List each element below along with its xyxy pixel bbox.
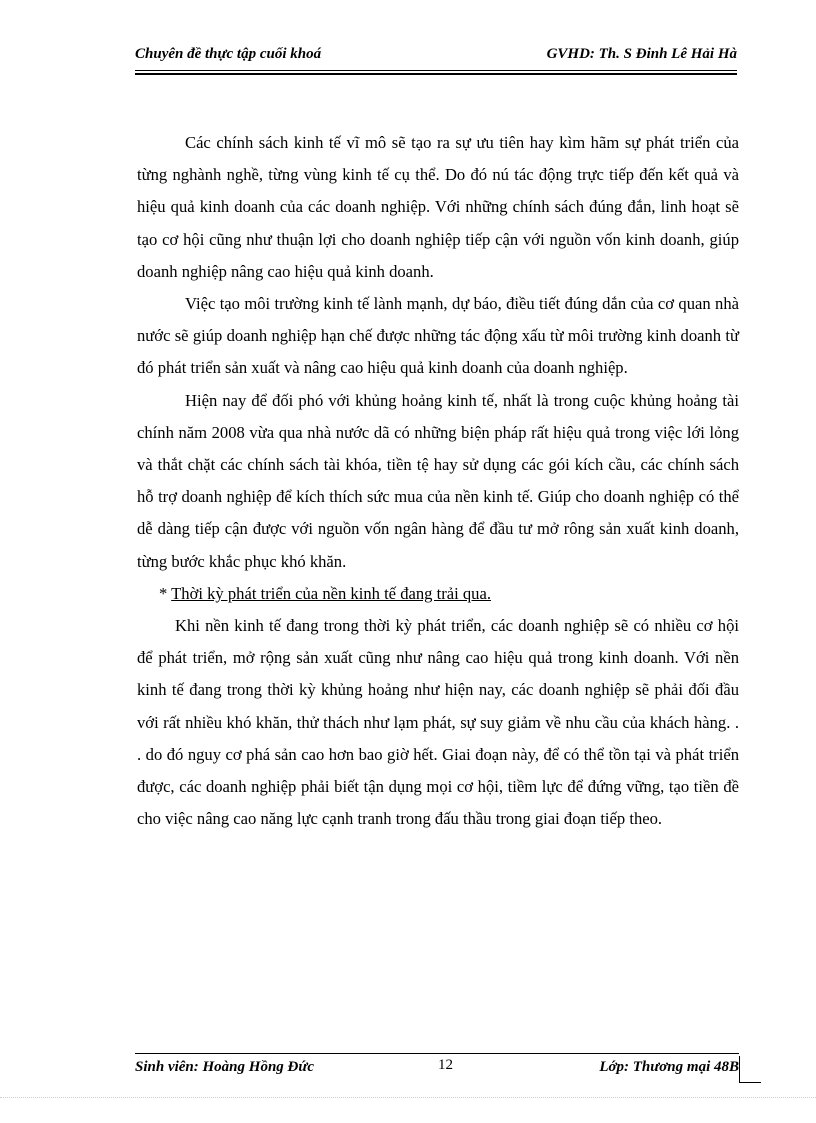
heading-text: Thời kỳ phát triển của nền kinh tế đang trải qua.: [171, 583, 491, 603]
page-bottom-border: [0, 1097, 816, 1098]
footer-student: Sinh viên: Hoàng Hồng Đức: [135, 1059, 315, 1075]
header-rule-thick: [135, 73, 737, 75]
section-heading: [137, 578, 739, 610]
page-number: 12: [438, 1057, 453, 1073]
heading-bullet: *: [159, 583, 172, 603]
footer-rule: [135, 1053, 739, 1054]
page-footer: [135, 1057, 739, 1081]
paragraph-2: Việc tạo môi trường kinh tế lành mạnh, dự báo, điều tiết đúng dắn của cơ quan nhà nước sẽ giúp doanh nghiệp hạn chế được những tác động xấu từ môi trường kinh doanh từ đó phát triển sản xuất và nâng cao hiệu quả kinh doanh của doanh nghiệp.: [137, 294, 739, 378]
paragraph-1: Các chính sách kinh tế vĩ mô sẽ tạo ra sự ưu tiên hay kìm hãm sự phát triển của từng nghành nghề, từng vùng kinh tế cụ thể. Do đó nú tác động trực tiếp đến kết quả và hiệu quả kinh doanh của các doanh nghiệp. Với những chính sách đúng đắn, linh hoạt sẽ tạo cơ hội cũng như thuận lợi cho doanh nghiệp tiếp cận với nguồn vốn kinh doanh, giúp doanh nghiệp nâng cao hiệu quả kinh doanh.: [137, 133, 739, 281]
header-rule: [135, 70, 737, 71]
paragraph-3: Hiện nay để đối phó với khủng hoảng kinh tế, nhất là trong cuộc khủng hoảng tài chính năm 2008 vừa qua nhà nước dã có những biện pháp rất hiệu quả trong việc lới lỏng và thắt chặt các chính sách tài khóa, tiền tệ hay sử dụng các gói kích cầu, các chính sách hỗ trợ doanh nghiệp để kích thích sức mua của nền kinh tế. Giúp cho doanh nghiệp có thể dễ dàng tiếp cận được với nguồn vốn ngân hàng để đầu tư mở rông sản xuất kinh doanh, từng bước khắc phục khó khăn.: [137, 390, 739, 571]
footer-class: Lớp: Thương mại 48B: [599, 1059, 739, 1075]
header-supervisor: GVHD: Th. S Đinh Lê Hải Hà: [546, 46, 737, 62]
footer-corner-horizontal: [739, 1082, 761, 1083]
page-header: [135, 44, 737, 68]
document-body: [137, 127, 739, 835]
header-topic: Chuyên đề thực tập cuối khoá: [135, 46, 322, 62]
footer-corner-vertical: [739, 1056, 740, 1082]
paragraph-4: Khi nền kinh tế đang trong thời kỳ phát triển, các doanh nghiệp sẽ có nhiều cơ hội để phát triển, mở rộng sản xuất cũng như nâng cao hiệu quả trong kinh doanh. Với nền kinh tế đang trong thời kỳ khủng hoảng như hiện nay, các doanh nghiệp sẽ phải đối đầu với rất nhiều khó khăn, thử thách như lạm phát, sự suy giảm về nhu cầu của khách hàng. . . do đó nguy cơ phá sản cao hơn bao giờ hết. Giai đoạn này, để có thể tồn tại và phát triển được, các doanh nghiệp phải biết tận dụng mọi cơ hội, tiềm lực để đứng vững, tạo tiền đề cho việc nâng cao năng lực cạnh tranh trong đấu thầu trong giai đoạn tiếp theo.: [137, 616, 739, 829]
